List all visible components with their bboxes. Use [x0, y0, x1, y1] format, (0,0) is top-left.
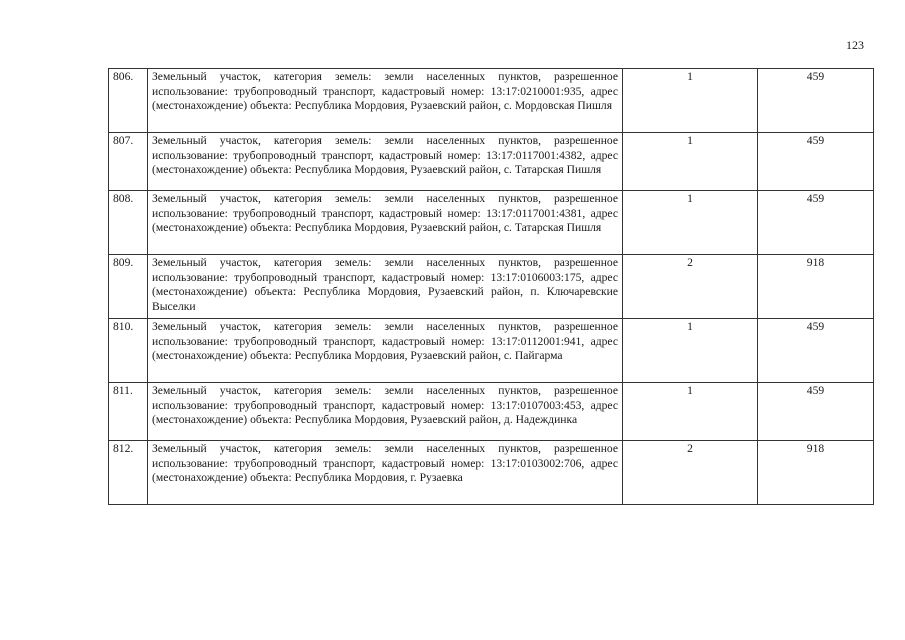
row-number: 810. — [109, 319, 148, 383]
page-number: 123 — [846, 38, 864, 52]
row-description: Земельный участок, категория земель: земли населенных пунктов, разрешенное использование: трубопроводный транспорт, кадастровый номер: 13:17:0117001:4381, адрес (местонахождение) объекта: Республика Мордовия, Рузаевский район, с. Татарская Пишля — [148, 191, 623, 255]
row-description: Земельный участок, категория земель: земли населенных пунктов, разрешенное использование: трубопроводный транспорт, кадастровый номер: 13:17:0107003:453, адрес (местонахождение) объекта: Республика Мордовия, Рузаевский район, д. Надеждинка — [148, 383, 623, 441]
row-amount: 459 — [758, 383, 874, 441]
row-amount: 459 — [758, 133, 874, 191]
row-quantity: 1 — [623, 319, 758, 383]
row-amount: 918 — [758, 441, 874, 505]
row-number: 812. — [109, 441, 148, 505]
row-description: Земельный участок, категория земель: земли населенных пунктов, разрешенное использование: трубопроводный транспорт, кадастровый номер: 13:17:0106003:175, адрес (местонахождение) объекта: Республика Мордовия, Рузаевский район, п. Ключаревские Выселки — [148, 255, 623, 319]
table-row — [109, 383, 874, 441]
row-number: 811. — [109, 383, 148, 441]
row-description: Земельный участок, категория земель: земли населенных пунктов, разрешенное использование: трубопроводный транспорт, кадастровый номер: 13:17:0117001:4382, адрес (местонахождение) объекта: Республика Мордовия, Рузаевский район, с. Татарская Пишля — [148, 133, 623, 191]
table-row — [109, 191, 874, 255]
table-row — [109, 69, 874, 133]
row-quantity: 2 — [623, 441, 758, 505]
row-number: 807. — [109, 133, 148, 191]
row-amount: 459 — [758, 319, 874, 383]
table-row — [109, 441, 874, 505]
row-quantity: 1 — [623, 383, 758, 441]
row-quantity: 1 — [623, 191, 758, 255]
row-quantity: 1 — [623, 69, 758, 133]
row-description: Земельный участок, категория земель: земли населенных пунктов, разрешенное использование: трубопроводный транспорт, кадастровый номер: 13:17:0103002:706, адрес (местонахождение) объекта: Республика Мордовия, г. Рузаевка — [148, 441, 623, 505]
row-number: 809. — [109, 255, 148, 319]
table-row — [109, 319, 874, 383]
registry-table — [108, 68, 874, 505]
row-quantity: 1 — [623, 133, 758, 191]
table-row — [109, 133, 874, 191]
row-number: 808. — [109, 191, 148, 255]
row-amount: 459 — [758, 191, 874, 255]
row-quantity: 2 — [623, 255, 758, 319]
row-amount: 459 — [758, 69, 874, 133]
row-description: Земельный участок, категория земель: земли населенных пунктов, разрешенное использование: трубопроводный транспорт, кадастровый номер: 13:17:0210001:935, адрес (местонахождение) объекта: Республика Мордовия, Рузаевский район, с. Мордовская Пишля — [148, 69, 623, 133]
row-number: 806. — [109, 69, 148, 133]
table-row — [109, 255, 874, 319]
row-amount: 918 — [758, 255, 874, 319]
row-description: Земельный участок, категория земель: земли населенных пунктов, разрешенное использование: трубопроводный транспорт, кадастровый номер: 13:17:0112001:941, адрес (местонахождение) объекта: Республика Мордовия, Рузаевский район, с. Пайгарма — [148, 319, 623, 383]
